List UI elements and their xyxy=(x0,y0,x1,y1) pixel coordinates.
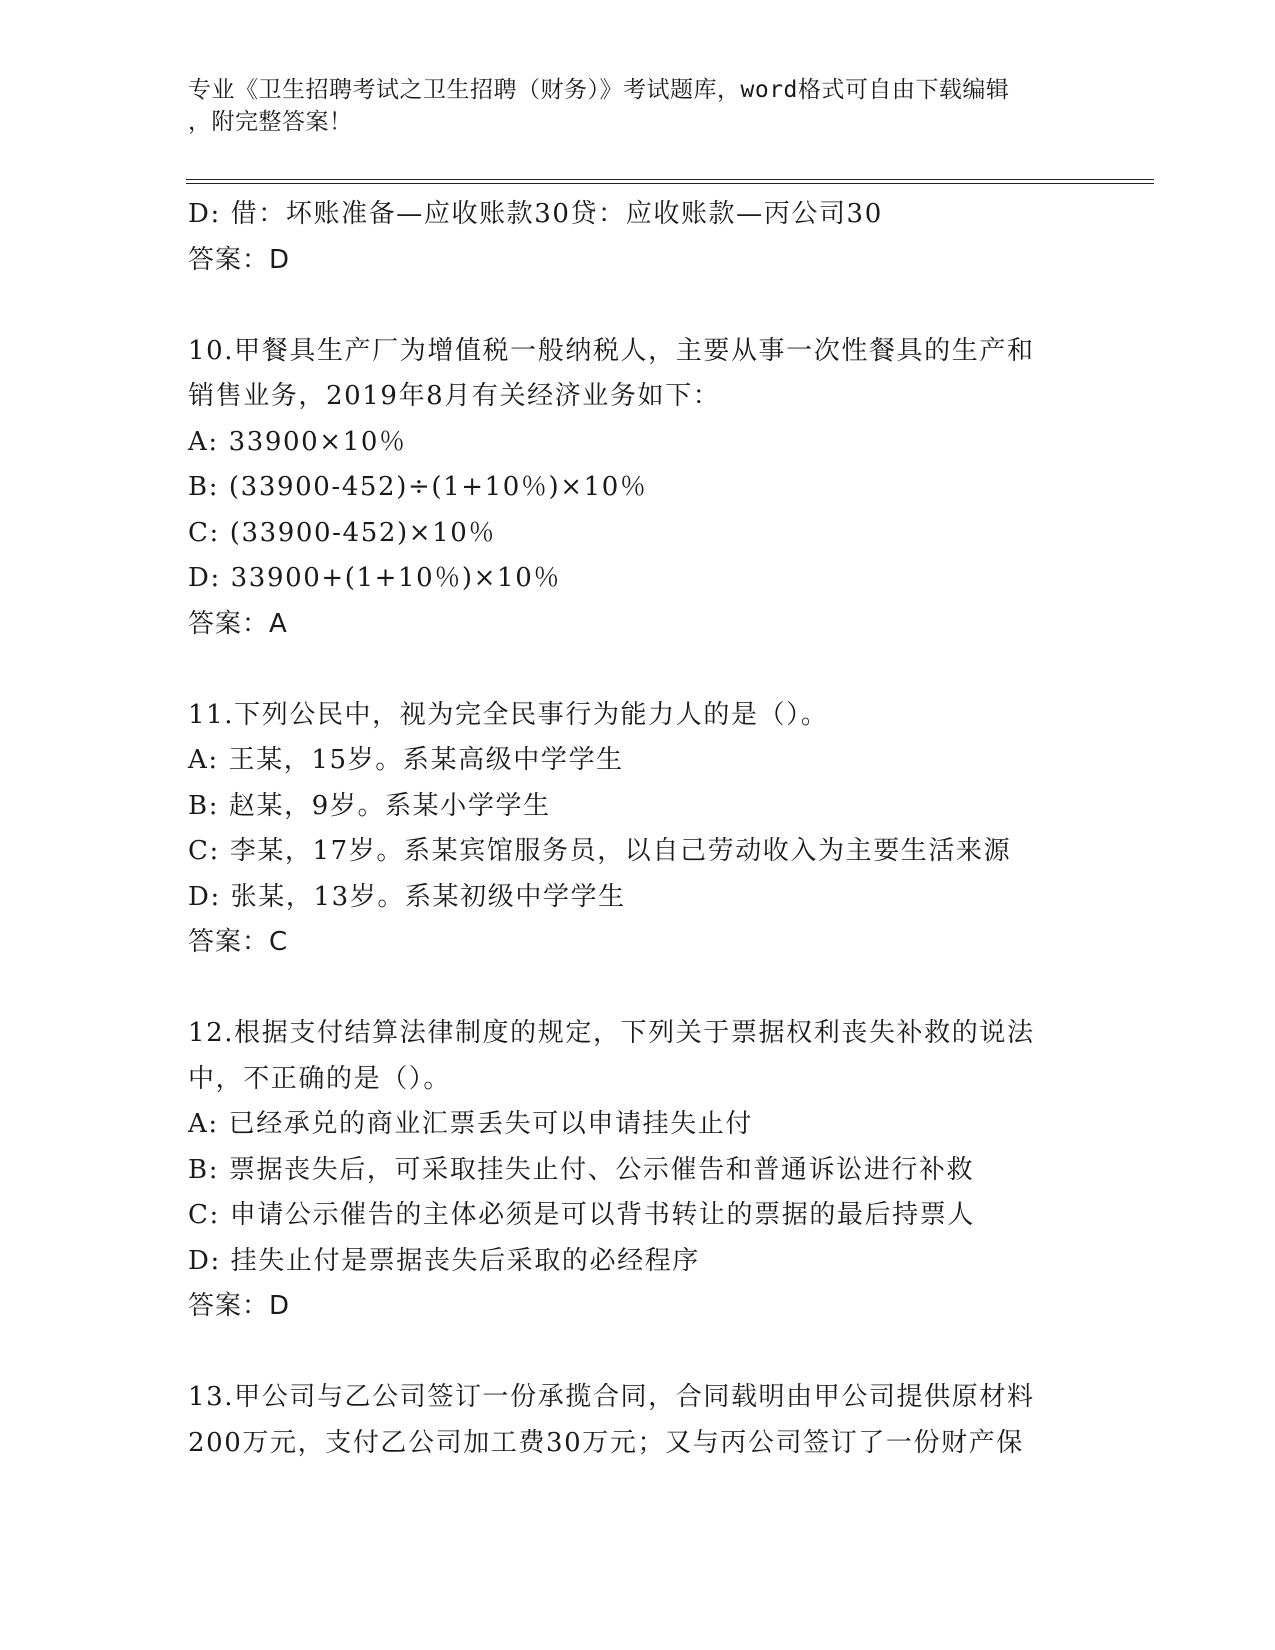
option-line: A: 已经承兑的商业汇票丢失可以申请挂失止付 xyxy=(188,1109,754,1139)
option-line: D: 挂失止付是票据丧失后采取的必经程序 xyxy=(188,1245,700,1276)
option-line: B: 赵某，9岁。系某小学学生 xyxy=(188,790,551,821)
question-11 xyxy=(188,693,1088,966)
question-13 xyxy=(188,1375,1088,1466)
header-divider-top xyxy=(186,179,1154,180)
option-line: D: 张某，13岁。系某初级中学学生 xyxy=(188,881,626,912)
question-stem: 中，不正确的是（）。 xyxy=(188,1063,452,1094)
answer-line: 答案：A xyxy=(188,608,288,639)
question-stem: 11.下列公民中，视为完全民事行为能力人的是（）。 xyxy=(188,699,829,730)
answer-line: 答案：D xyxy=(188,1291,291,1321)
answer-line: 答案：D xyxy=(188,244,291,275)
option-line: A: 王某，15岁。系某高级中学学生 xyxy=(188,745,624,775)
header-divider-bottom xyxy=(186,183,1154,184)
document-body xyxy=(188,192,1088,1466)
question-stem: 200万元，支付乙公司加工费30万元；又与丙公司签订了一份财产保 xyxy=(188,1427,1024,1458)
question-stem: 12.根据支付结算法律制度的规定，下列关于票据权利丧失补救的说法 xyxy=(188,1018,1035,1048)
page-header xyxy=(188,74,1068,138)
option-line: A: 33900×10％ xyxy=(188,426,407,457)
spacer xyxy=(188,283,1088,329)
spacer xyxy=(188,647,1088,693)
option-line: D: 借：坏账准备—应收账款30贷：应收账款—丙公司30 xyxy=(188,199,883,229)
option-line: C: 申请公示催告的主体必须是可以背书转让的票据的最后持票人 xyxy=(188,1200,975,1230)
header-line-2: ，附完整答案！ xyxy=(188,109,353,135)
spacer xyxy=(188,1330,1088,1376)
header-line-1: 专业《卫生招聘考试之卫生招聘（财务）》考试题库，word格式可自由下载编辑 xyxy=(188,77,1010,103)
spacer xyxy=(188,966,1088,1012)
option-line: B: 票据丧失后，可采取挂失止付、公示催告和普通诉讼进行补救 xyxy=(188,1154,975,1185)
question-10 xyxy=(188,329,1088,648)
answer-line: 答案：C xyxy=(188,927,289,957)
question-12 xyxy=(188,1011,1088,1330)
option-line: C: 李某，17岁。系某宾馆服务员，以自己劳动收入为主要生活来源 xyxy=(188,836,1012,866)
question-stem: 销售业务，2019年8月有关经济业务如下： xyxy=(188,381,721,411)
option-line: B: (33900-452)÷(1+10％)×10％ xyxy=(188,472,648,502)
question-stem: 13.甲公司与乙公司签订一份承揽合同，合同载明由甲公司提供原材料 xyxy=(188,1382,1035,1412)
option-line: D: 33900+(1+10％)×10％ xyxy=(188,563,561,593)
option-line: C: (33900-452)×10％ xyxy=(188,517,496,548)
question-stem: 10.甲餐具生产厂为增值税一般纳税人，主要从事一次性餐具的生产和 xyxy=(188,335,1035,366)
